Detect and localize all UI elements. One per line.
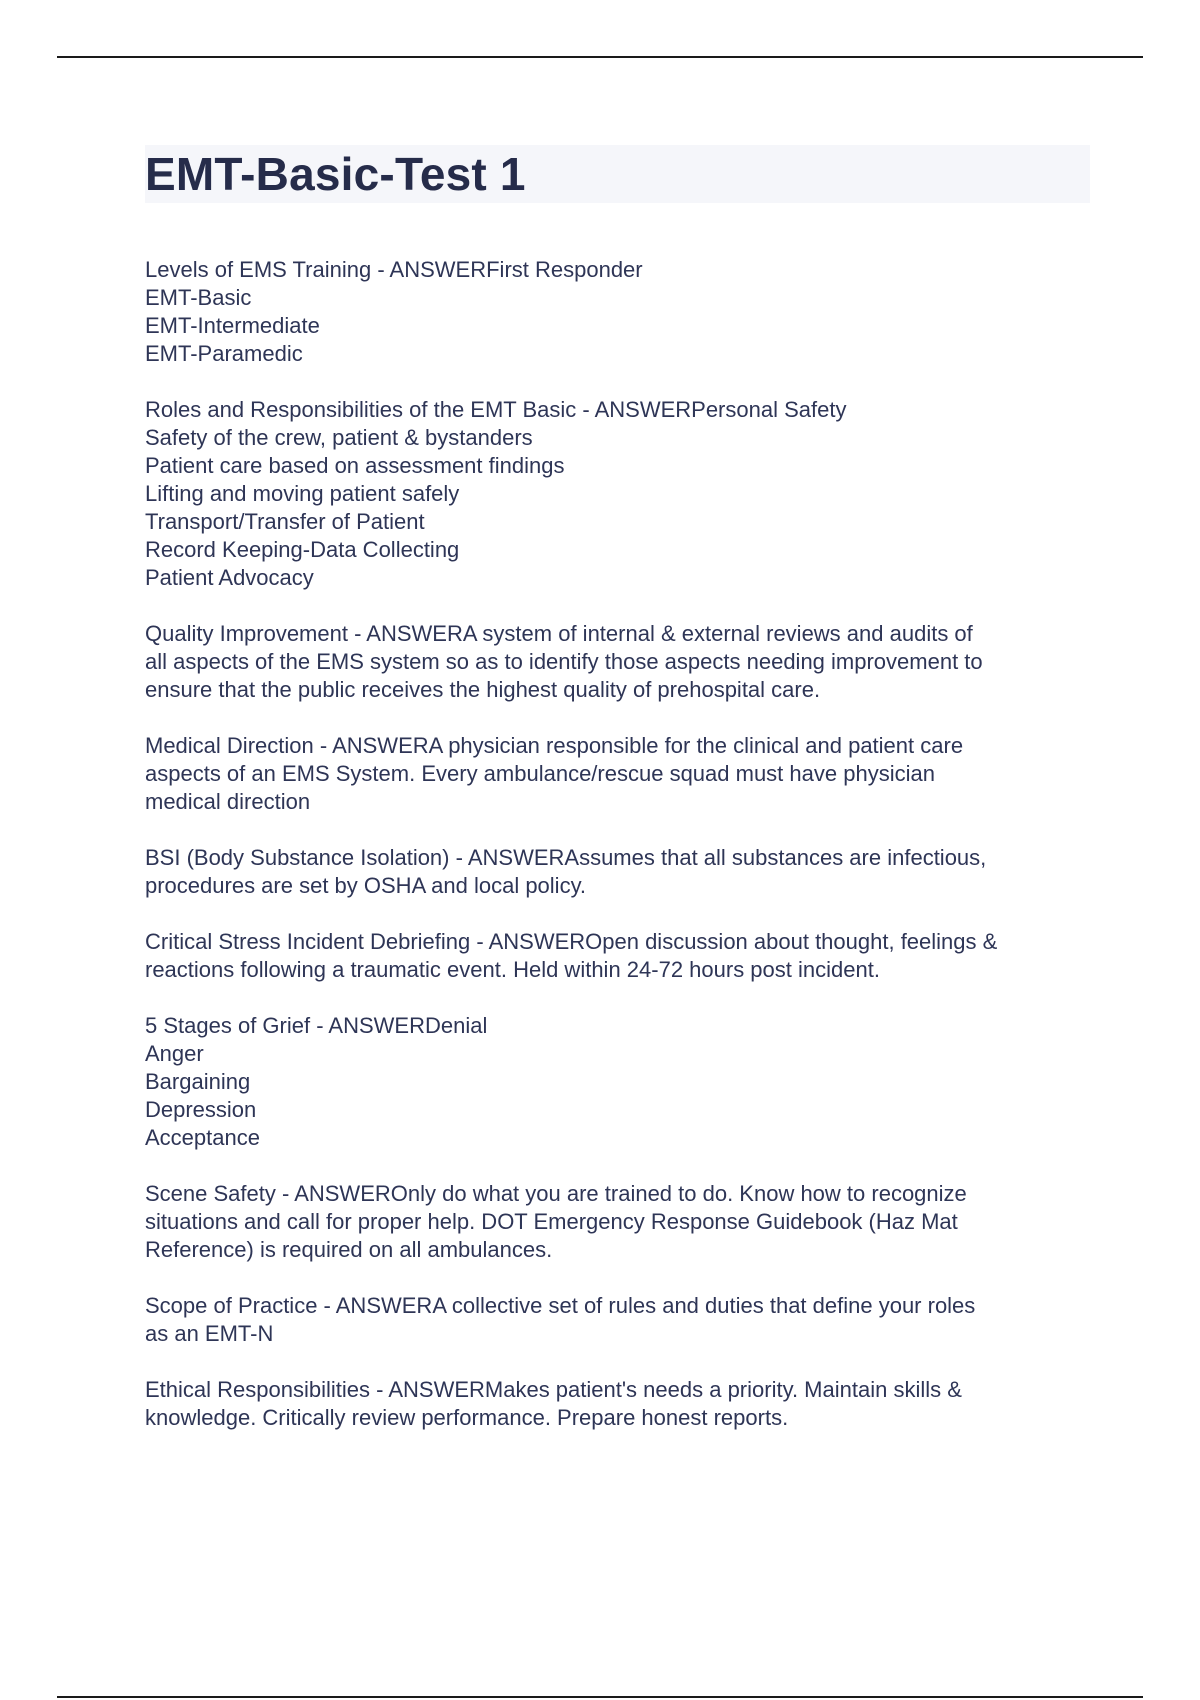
qa-answer-line: EMT-Basic	[145, 285, 252, 310]
qa-answer-line: Acceptance	[145, 1125, 260, 1150]
qa-question-line: Critical Stress Incident Debriefing - ANSWEROpen discussion about thought, feelings &	[145, 929, 998, 954]
qa-answer-line: Safety of the crew, patient & bystanders	[145, 425, 533, 450]
qa-entry	[145, 1292, 1105, 1348]
qa-question-line: Scope of Practice - ANSWERA collective set of rules and duties that define your roles	[145, 1293, 976, 1318]
qa-answer-line: procedures are set by OSHA and local policy.	[145, 873, 587, 898]
qa-answer-line: Transport/Transfer of Patient	[145, 509, 425, 534]
qa-question-line: Scene Safety - ANSWEROnly do what you are trained to do. Know how to recognize	[145, 1181, 967, 1206]
qa-answer-line: EMT-Paramedic	[145, 341, 303, 366]
qa-answer-line: Reference) is required on all ambulances.	[145, 1237, 553, 1262]
qa-entry	[145, 396, 1105, 592]
qa-question-line: Quality Improvement - ANSWERA system of internal & external reviews and audits of	[145, 621, 973, 646]
qa-entry	[145, 732, 1105, 816]
qa-answer-line: medical direction	[145, 789, 311, 814]
qa-answer-line: ensure that the public receives the highest quality of prehospital care.	[145, 677, 821, 702]
qa-answer-line: aspects of an EMS System. Every ambulance/rescue squad must have physician	[145, 761, 935, 786]
qa-entry	[145, 928, 1105, 984]
qa-question-line: 5 Stages of Grief - ANSWERDenial	[145, 1013, 488, 1038]
qa-question-line: Medical Direction - ANSWERA physician responsible for the clinical and patient care	[145, 733, 964, 758]
qa-answer-line: reactions following a traumatic event. Held within 24-72 hours post incident.	[145, 957, 880, 982]
qa-answer-line: Record Keeping-Data Collecting	[145, 537, 460, 562]
qa-entry	[145, 620, 1105, 704]
qa-entry	[145, 256, 1105, 368]
qa-entry	[145, 844, 1105, 900]
qa-list	[145, 256, 1105, 1460]
page-title: EMT-Basic-Test 1	[145, 148, 526, 200]
qa-answer-line: Patient care based on assessment findings	[145, 453, 565, 478]
qa-question-line: Ethical Responsibilities - ANSWERMakes patient's needs a priority. Maintain skills &	[145, 1377, 962, 1402]
bottom-rule	[57, 1696, 1143, 1698]
qa-answer-line: EMT-Intermediate	[145, 313, 320, 338]
qa-answer-line: Depression	[145, 1097, 257, 1122]
qa-answer-line: as an EMT-N	[145, 1321, 274, 1346]
top-rule	[57, 56, 1143, 58]
qa-answer-line: Anger	[145, 1041, 204, 1066]
qa-answer-line: Bargaining	[145, 1069, 251, 1094]
qa-question-line: Levels of EMS Training - ANSWERFirst Responder	[145, 257, 643, 282]
qa-question-line: BSI (Body Substance Isolation) - ANSWERAssumes that all substances are infectious,	[145, 845, 987, 870]
qa-answer-line: situations and call for proper help. DOT Emergency Response Guidebook (Haz Mat	[145, 1209, 958, 1234]
qa-entry	[145, 1180, 1105, 1264]
qa-answer-line: all aspects of the EMS system so as to identify those aspects needing improvement to	[145, 649, 983, 674]
qa-question-line: Roles and Responsibilities of the EMT Basic - ANSWERPersonal Safety	[145, 397, 847, 422]
qa-entry	[145, 1376, 1105, 1432]
qa-answer-line: knowledge. Critically review performance. Prepare honest reports.	[145, 1405, 789, 1430]
qa-answer-line: Lifting and moving patient safely	[145, 481, 460, 506]
title-banner	[145, 145, 1090, 203]
qa-answer-line: Patient Advocacy	[145, 565, 314, 590]
qa-entry	[145, 1012, 1105, 1152]
